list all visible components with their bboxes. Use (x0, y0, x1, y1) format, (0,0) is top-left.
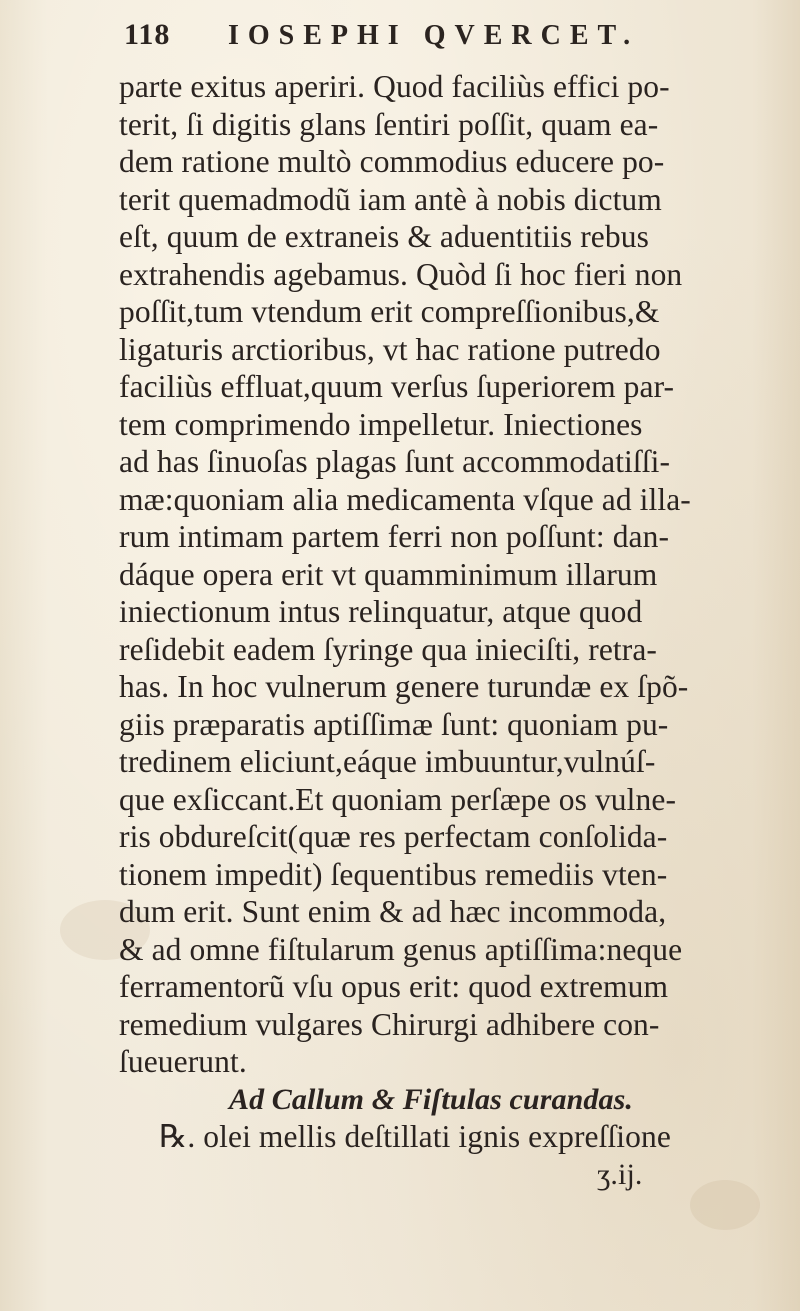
text-line: & ad omne fiſtularum genus aptiſſima:neque (119, 931, 683, 967)
text-line: ſueuerunt. (119, 1044, 247, 1079)
text-line: ad has ſinuoſas plagas ſunt accommodatiſſi- (119, 444, 671, 479)
text-line: ris obdureſcit(quæ res perfectam conſolida- (119, 819, 668, 854)
text-line: parte exitus aperiri. Quod faciliùs effici po- (119, 69, 670, 104)
text-line: terit quemadmodũ iam antè à nobis dictum (119, 181, 662, 217)
text-line: giis præparatis aptiſſimæ ſunt: quoniam pu- (119, 706, 669, 742)
text-line: poſſit,tum vtendum erit compreſſionibus,& (119, 294, 660, 329)
text-line: faciliùs effluat,quum verſus ſuperiorem par- (119, 369, 675, 404)
text-line: tem comprimendo impelletur. Iniectiones (119, 406, 643, 442)
text-line: ligaturis arctioribus, vt hac ratione putredo (119, 331, 661, 367)
text-line: que exſiccant.Et quoniam perſæpe os vulne- (119, 781, 677, 817)
catchword: ʒ.ij. (597, 1157, 643, 1191)
text-line: eſt, quum de extraneis & aduentitiis rebus (119, 219, 649, 254)
recipe-line: ℞. olei mellis deſtillati ignis expreſſione (159, 1119, 671, 1154)
text-line: terit, ſi digitis glans ſentiri poſſit, quam ea- (119, 106, 659, 142)
text-block (119, 68, 779, 1193)
text-line: mæ:quoniam alia medicamenta vſque ad illa- (119, 481, 691, 517)
text-line: tionem impedit) ſequentibus remediis vten- (119, 856, 668, 892)
text-line: iniectionum intus relinquatur, atque quod (119, 594, 643, 629)
page-number: 118 (124, 18, 171, 51)
running-head: IOSEPHI QVERCET. (228, 20, 640, 51)
text-line: ferramentorũ vſu opus erit: quod extremum (119, 969, 669, 1004)
text-line: has. In hoc vulnerum genere turundæ ex ſpõ- (119, 669, 689, 704)
page-header (0, 18, 800, 58)
text-line: remedium vulgares Chirurgi adhibere con- (119, 1006, 660, 1042)
text-line: tredinem eliciunt,eáque imbuuntur,vulnúſ- (119, 744, 656, 779)
text-line: rum intimam partem ferri non poſſunt: dan- (119, 519, 670, 554)
text-line: dum erit. Sunt enim & ad hæc incommoda, (119, 894, 667, 929)
text-line: reſidebit eadem ſyringe qua inieciſti, retra- (119, 631, 658, 667)
text-line: extrahendis agebamus. Quòd ſi hoc fieri non (119, 256, 683, 292)
text-line: dáque opera erit vt quamminimum illarum (119, 556, 658, 592)
section-heading: Ad Callum & Fiſtulas curandas. (229, 1082, 633, 1116)
text-line: dem ratione multò commodius educere po- (119, 144, 665, 179)
